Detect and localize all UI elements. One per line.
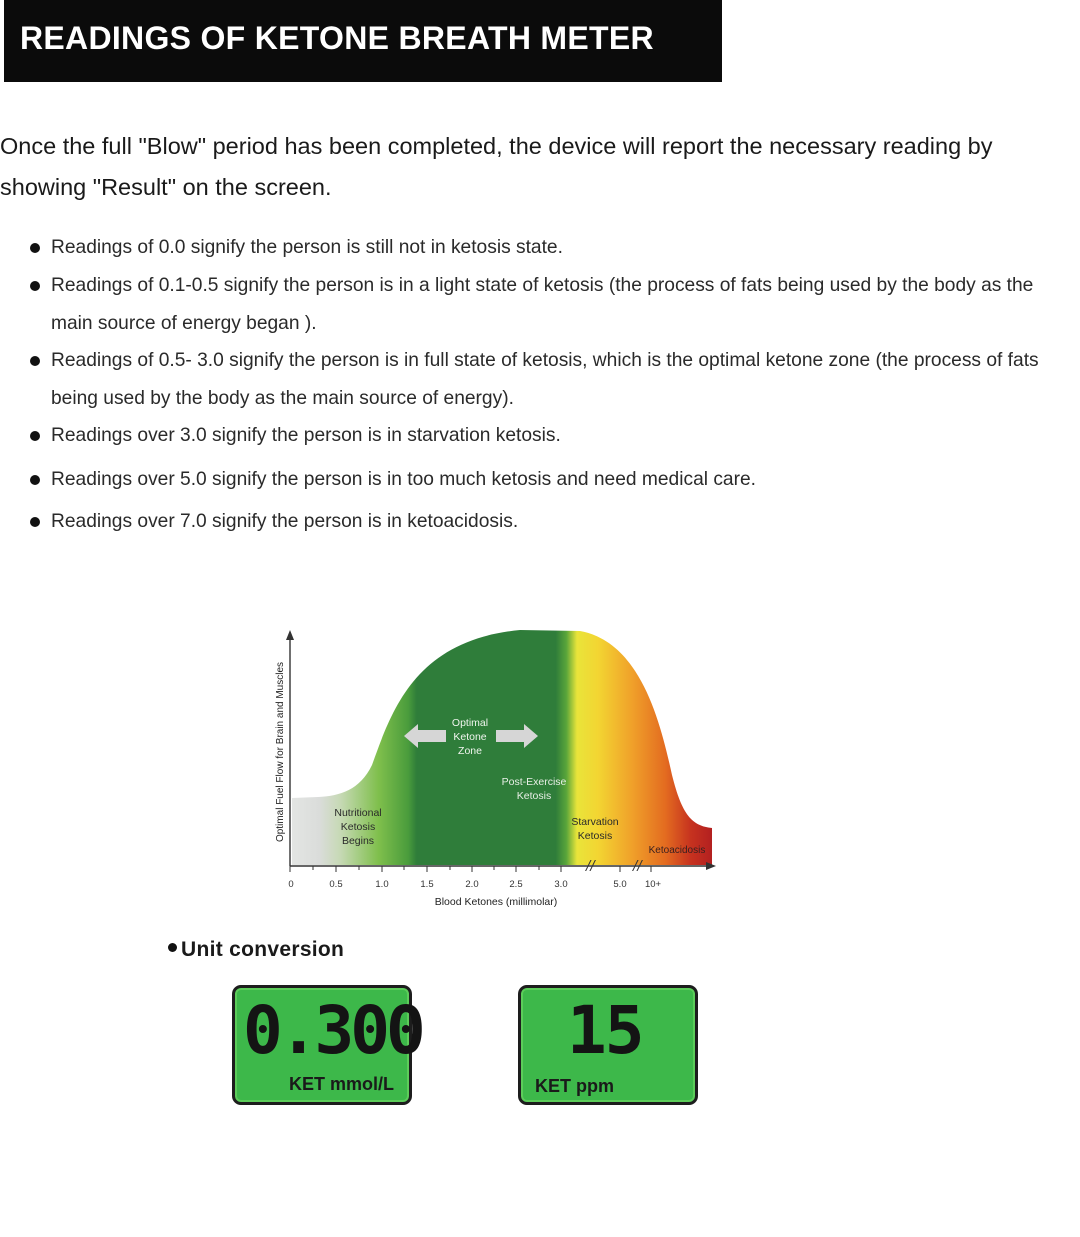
zone-label-optimal: Zone [458,745,482,757]
list-item [26,229,1078,267]
zone-label-optimal: Optimal [451,717,489,729]
tick-label: 2.0 [465,879,479,890]
bullet-icon [30,281,40,291]
bullet-icon [30,475,40,485]
tick-label: 0 [288,879,294,890]
bullet-icon [30,517,40,527]
tick-label: 5.0 [613,879,627,890]
list-item [26,461,1078,499]
list-item [26,267,1078,342]
reading-text: Readings of 0.1-0.5 signify the person is in a light state of ketosis (the process of fats being used by the body as the main source of energy began ). [51,275,1034,334]
list-item [26,342,1078,417]
unit-conversion-title: Unit conversion [181,938,345,961]
reading-text: Readings over 5.0 signify the person is in too much ketosis and need medical care. [51,469,757,490]
reading-text: Readings of 0.0 signify the person is still not in ketosis state. [51,237,563,258]
zone-label-nutritional: Ketosis [340,821,376,833]
zone-label-starvation: Ketosis [577,830,613,842]
zone-label-nutritional: Begins [341,835,375,847]
tick-label: 1.5 [420,879,434,890]
tick-marks [290,866,651,872]
tick-label: 2.5 [509,879,523,890]
bullet-icon [30,356,40,366]
zone-label-starvation: Starvation [571,816,619,828]
tick-label: 0.5 [329,879,343,890]
zone-label-post-exercise: Post-Exercise [501,776,567,788]
zone-label-post-exercise: Ketosis [516,790,552,802]
reading-text: Readings over 7.0 signify the person is in ketoacidosis. [51,511,519,532]
bullet-icon [168,943,177,952]
reading-text: Readings of 0.5- 3.0 signify the person is in full state of ketosis, which is the optimal ketone zone (the process of fats being used by the body as the main source of energy). [51,350,1039,409]
y-axis-arrow-icon [286,630,294,640]
lcd-reading: 0.300 [243,992,422,1069]
bullet-icon [30,431,40,441]
unit-conversion-heading [168,938,344,962]
lcd-display-mmol [232,985,422,1105]
tick-label: 1.0 [375,879,389,890]
ketosis-zone-diagram [262,620,722,920]
lcd-unit-label: KET ppm [535,1076,614,1096]
axis-break-mark: // [586,859,595,874]
list-item [26,417,1078,455]
intro-paragraph: Once the full "Blow" period has been completed, the device will report the necessary reading by showing "Result" on the screen. [0,133,993,200]
reading-text: Readings over 3.0 signify the person is in starvation ketosis. [51,425,561,446]
tick-label: 10+ [644,879,662,890]
lcd-unit-label: KET mmol/L [289,1074,395,1094]
page-title: READINGS OF KETONE BREATH METER [20,20,654,56]
title-banner [4,0,722,82]
lcd-display-ppm [518,985,698,1105]
tick-label: 3.0 [554,879,568,890]
bullet-icon [30,243,40,253]
axis-break-mark: // [633,859,642,874]
lcd-reading: 15 [567,992,643,1069]
zone-label-ketoacidosis: Ketoacidosis [648,845,706,856]
x-axis-label: Blood Ketones (millimolar) [434,896,558,908]
y-axis-label: Optimal Fuel Flow for Brain and Muscles [275,661,286,843]
zone-label-nutritional: Nutritional [334,807,382,819]
zone-label-optimal: Ketone [453,731,487,743]
list-item [26,503,1078,541]
